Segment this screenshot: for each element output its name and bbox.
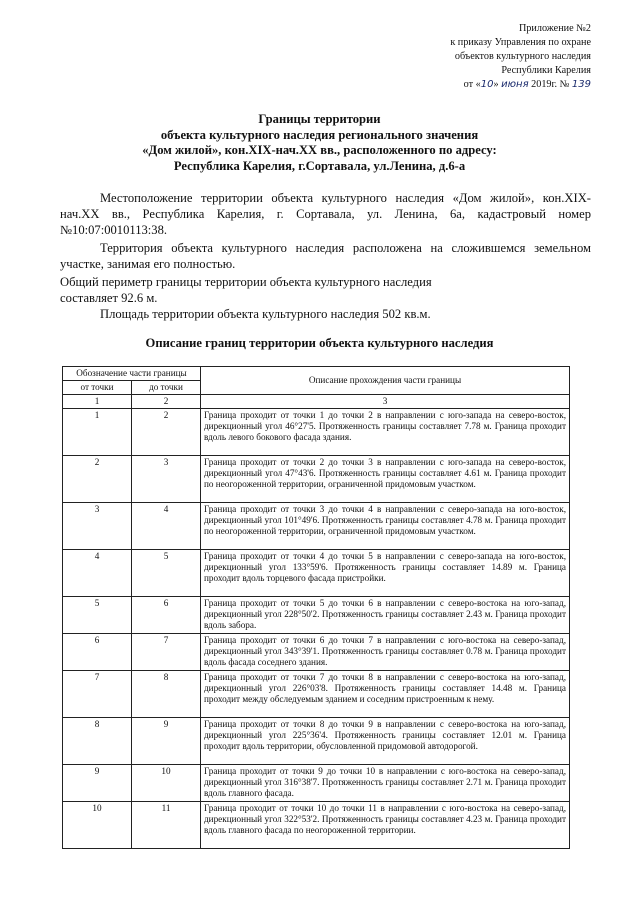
- cell-description: Граница проходит от точки 10 до точки 11 в направлении с юго-востока на северо-запад, дирекционный угол 322°53'2. Протяженность границы составляет 4.23 м. Граница проходит вдоль главного фасада по неогороженной территории.: [201, 802, 570, 849]
- cell-from: 2: [63, 456, 132, 503]
- appendix-line: объектов культурного наследия: [454, 51, 591, 62]
- table-row: [63, 634, 570, 671]
- cell-description: Граница проходит от точки 7 до точки 8 в направлении с северо-востока на юго-запад, дирекционный угол 226°03'8. Протяженность границы составляет 14.48 м. Граница проходит между обследуемым зданием и соседним пристроенным к нему.: [201, 671, 570, 718]
- cell-to: 11: [132, 802, 201, 849]
- table-row: [63, 718, 570, 765]
- date-month: июня: [501, 79, 529, 90]
- appendix-line: Республики Карелия: [501, 65, 591, 76]
- table-row: [63, 597, 570, 634]
- cell-from: 7: [63, 671, 132, 718]
- date-number: 139: [571, 79, 591, 90]
- header-desc: Описание прохождения части границы: [201, 367, 570, 395]
- title-line: Границы территории: [258, 112, 381, 126]
- appendix-block: [331, 22, 591, 92]
- table-number-row: [63, 395, 570, 409]
- cell-from: 1: [63, 409, 132, 456]
- header-group: Обозначение части границы: [63, 367, 201, 381]
- date-prefix: от «: [463, 79, 481, 90]
- cell-from: 5: [63, 597, 132, 634]
- area-text: Площадь территории объекта культурного наследия 502 кв.м.: [100, 307, 431, 321]
- cell-description: Граница проходит от точки 6 до точки 7 в направлении с юго-востока на северо-запад, дирекционный угол 343°39'1. Протяженность границы составляет 0.78 м. Граница проходит вдоль фасада соседнего здания.: [201, 634, 570, 671]
- table-row: [63, 671, 570, 718]
- date-day: 10: [480, 79, 494, 90]
- location-paragraph: [60, 190, 591, 238]
- cell-to: 5: [132, 550, 201, 597]
- appendix-date: [331, 78, 591, 92]
- cell-to: 9: [132, 718, 201, 765]
- cell-from: 4: [63, 550, 132, 597]
- title-line: Республика Карелия, г.Сортавала, ул.Ленина, д.6-а: [173, 158, 466, 173]
- col-number: 2: [132, 395, 201, 409]
- cell-description: Граница проходит от точки 5 до точки 6 в направлении с северо-востока на юго-запад, дирекционный угол 228°50'2. Протяженность границы составляет 2.43 м. Граница проходит вдоль забора.: [201, 597, 570, 634]
- location-text: Местоположение территории объекта культурного наследия «Дом жилой», кон.XIX-нач.XX вв., Республика Карелия, г. Сортавала, ул. Ленина, 6а, кадастровый номер №10:07:0010113:38.: [60, 191, 591, 237]
- cell-description: Граница проходит от точки 2 до точки 3 в направлении с юго-запада на северо-восток, дирекционный угол 47°43'6. Протяженность границы составляет 4.61 м. Граница проходит по неогороженной территории, ограниченной придомовым участком.: [201, 456, 570, 503]
- area-paragraph: [60, 306, 591, 322]
- table-header-row: [63, 367, 570, 381]
- table-row: [63, 550, 570, 597]
- cell-from: 6: [63, 634, 132, 671]
- territory-paragraph: [60, 240, 591, 272]
- territory-text: Территория объекта культурного наследия расположена на сложившемся земельном участке, занимая его полностью.: [60, 241, 591, 271]
- table-row: [63, 802, 570, 849]
- cell-from: 3: [63, 503, 132, 550]
- cell-from: 10: [63, 802, 132, 849]
- perimeter-paragraph: [60, 274, 591, 306]
- cell-to: 8: [132, 671, 201, 718]
- table-row: [63, 409, 570, 456]
- header-to: до точки: [132, 381, 201, 395]
- appendix-line: Приложение №2: [518, 23, 591, 34]
- cell-description: Граница проходит от точки 3 до точки 4 в направлении с северо-запада на юго-восток, дирекционный угол 101°49'6. Протяженность границы составляет 4.78 м. Граница проходит по неогороженной территории, ограниченной придомовым участком.: [201, 503, 570, 550]
- table-title: Описание границ территории объекта культурного наследия: [145, 336, 494, 350]
- table-row: [63, 765, 570, 802]
- date-year: 2019г. №: [531, 79, 570, 90]
- cell-description: Граница проходит от точки 4 до точки 5 в направлении с северо-запада на юго-восток, дирекционный угол 133°59'6. Протяженность границы составляет 14.89 м. Граница проходит вдоль торцевого фасада пристройки.: [201, 550, 570, 597]
- table-row: [63, 503, 570, 550]
- appendix-line: к приказу Управления по охране: [450, 37, 591, 48]
- col-number: 1: [63, 395, 132, 409]
- cell-to: 3: [132, 456, 201, 503]
- table-row: [63, 456, 570, 503]
- title-line: объекта культурного наследия регионального значения: [160, 127, 479, 142]
- cell-description: Граница проходит от точки 1 до точки 2 в направлении с юго-запада на северо-восток, дирекционный угол 46°27'5. Протяженность границы составляет 7.78 м. Граница проходит вдоль левого бокового фасада здания.: [201, 409, 570, 456]
- cell-to: 4: [132, 503, 201, 550]
- cell-from: 9: [63, 765, 132, 802]
- header-from: от точки: [63, 381, 132, 395]
- boundaries-table: [62, 366, 570, 849]
- cell-to: 7: [132, 634, 201, 671]
- cell-to: 10: [132, 765, 201, 802]
- cell-to: 6: [132, 597, 201, 634]
- col-number: 3: [201, 395, 570, 409]
- cell-to: 2: [132, 409, 201, 456]
- cell-description: Граница проходит от точки 9 до точки 10 в направлении с юго-востока на северо-запад, дирекционный угол 316°38'7. Протяженность границы составляет 2.71 м. Граница проходит вдоль главного фасада.: [201, 765, 570, 802]
- date-mid: »: [493, 79, 499, 90]
- cell-description: Граница проходит от точки 8 до точки 9 в направлении с северо-востока на юго-запад, дирекционный угол 225°36'4. Протяженность границы составляет 12.01 м. Граница проходит вдоль территории, обусловленной придомовой автодорогой.: [201, 718, 570, 765]
- perimeter-line: составляет 92.6 м.: [60, 291, 158, 305]
- cell-from: 8: [63, 718, 132, 765]
- document-title: [30, 112, 609, 174]
- title-line: «Дом жилой», кон.XIX-нач.XX вв., расположенного по адресу:: [142, 143, 497, 157]
- perimeter-line: Общий периметр границы территории объекта культурного наследия: [60, 275, 432, 289]
